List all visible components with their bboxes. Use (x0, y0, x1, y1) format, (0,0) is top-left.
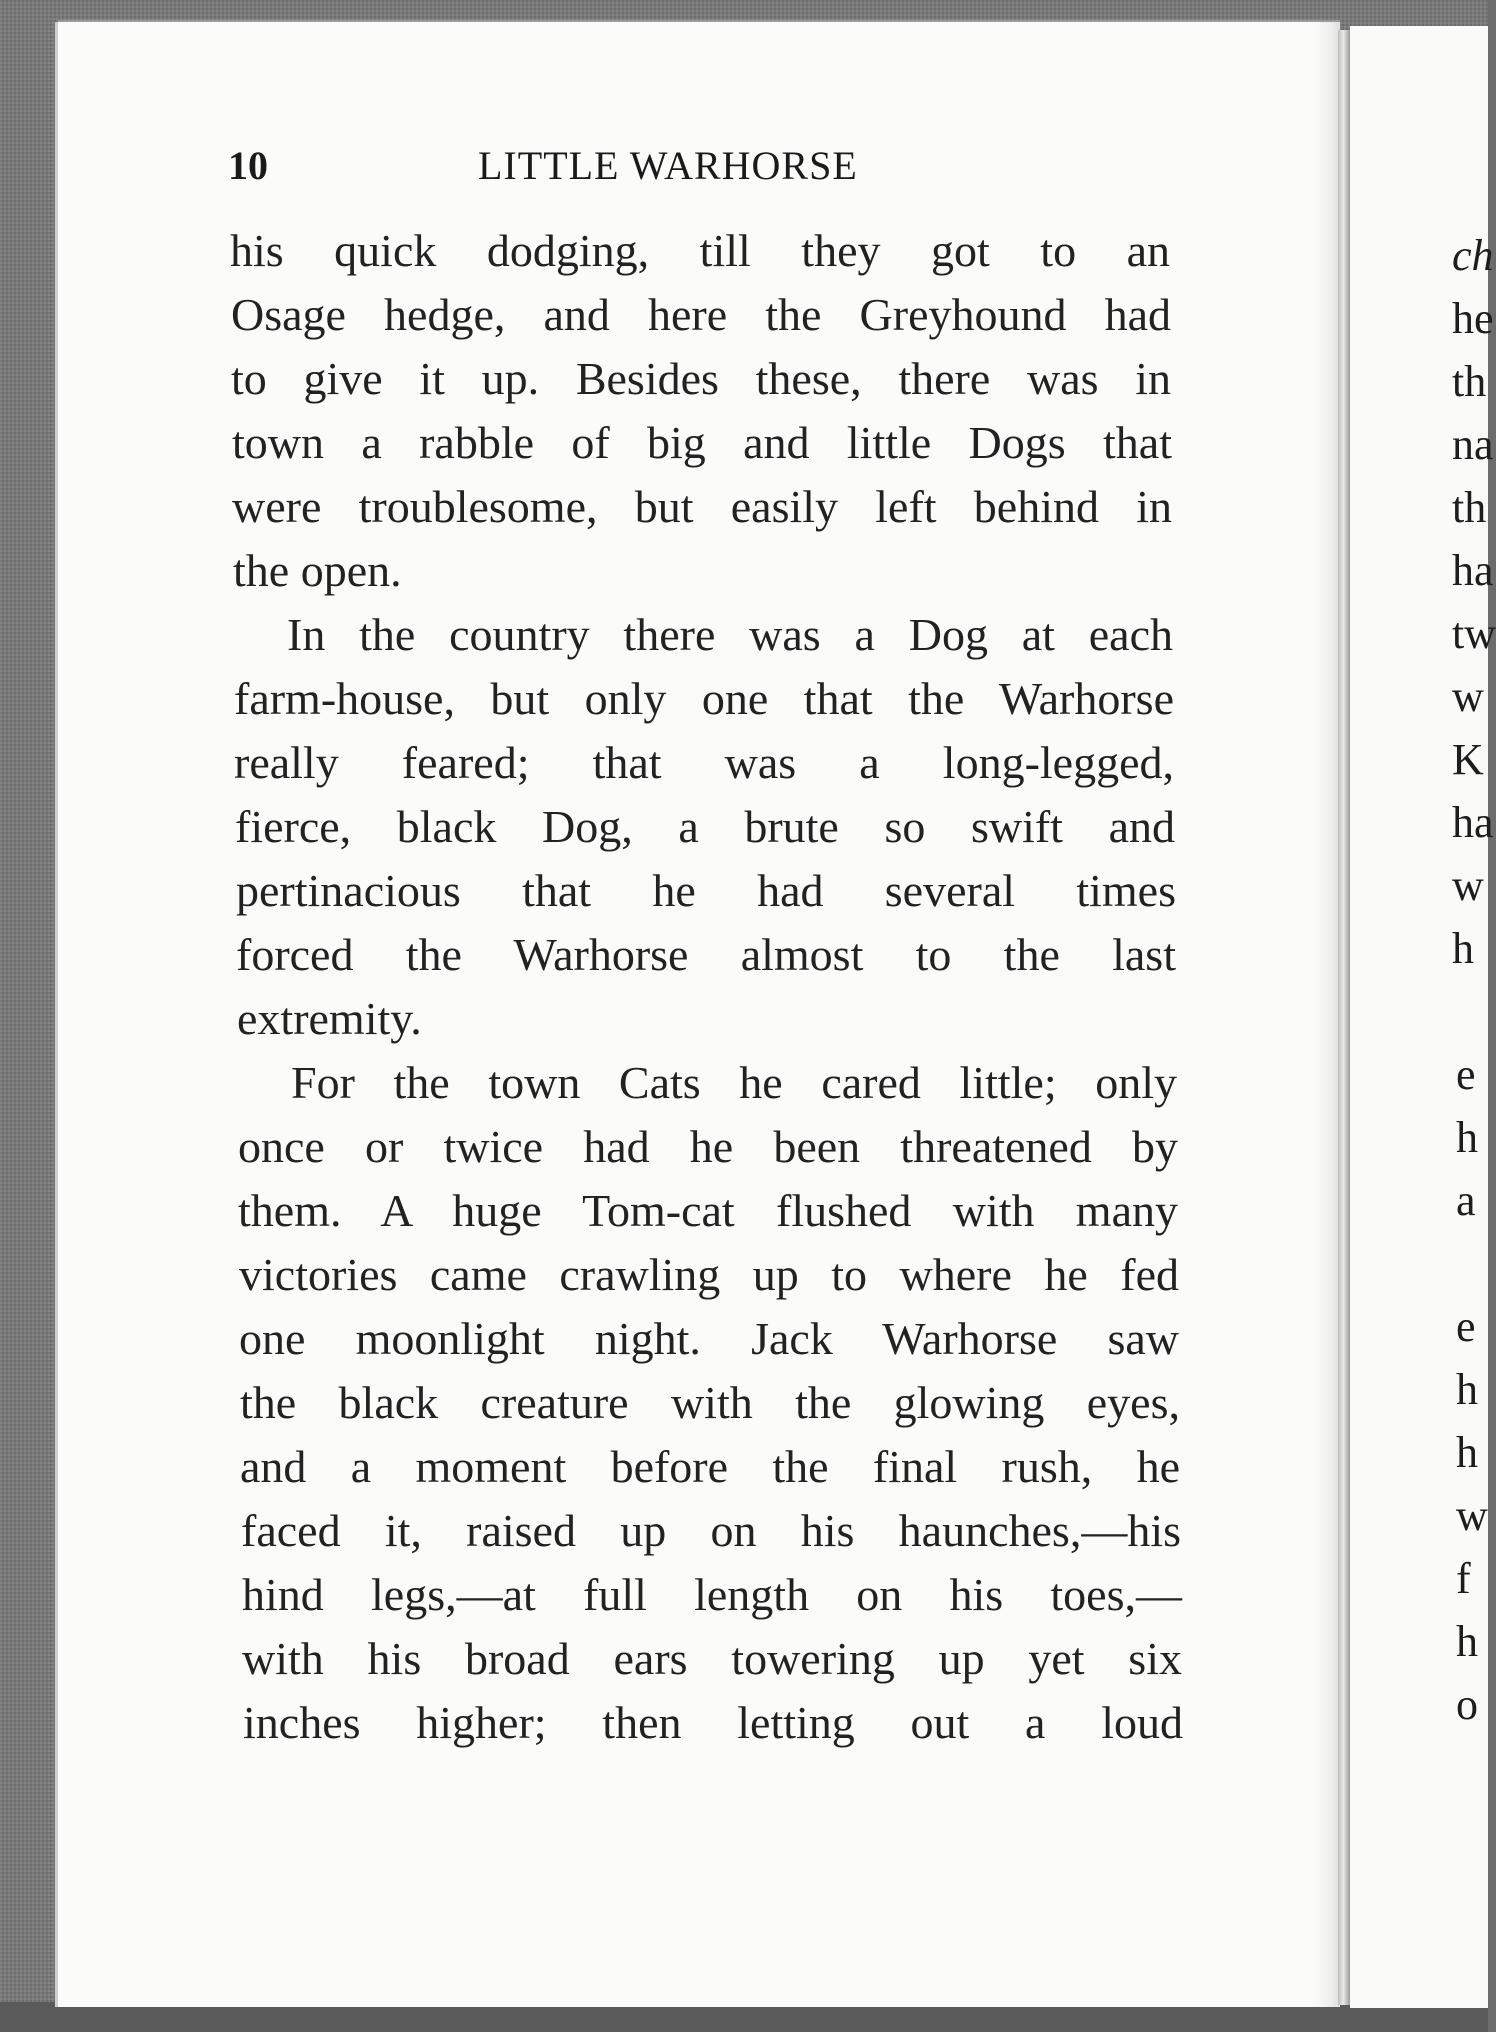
right-page-line-fragment: K (1452, 735, 1484, 784)
text-line: once or twice had he been threatened by (238, 1121, 1178, 1172)
right-page-line-fragment: w (1452, 861, 1484, 910)
right-page-line-fragment: h (1452, 924, 1474, 973)
text-line: farm-house, but only one that the Warhorse (234, 673, 1174, 724)
text-line: to give it up. Besides these, there was in (231, 353, 1171, 404)
text-line: them. A huge Tom-cat flushed with many (238, 1185, 1178, 1236)
right-page-line-fragment: th (1452, 357, 1487, 406)
text-line: faced it, raised up on his haunches,—his (241, 1505, 1181, 1556)
text-line: Osage hedge, and here the Greyhound had (231, 289, 1171, 340)
text-line: with his broad ears towering up yet six (242, 1633, 1182, 1684)
right-page-line-fragment: h (1456, 1365, 1478, 1414)
page-number: 10 (228, 143, 268, 188)
book-gutter (1338, 30, 1350, 2005)
text-line: were troublesome, but easily left behind in (232, 481, 1172, 532)
right-page-line-fragment: he (1452, 294, 1494, 343)
text-line: In the country there was a Dog at each (287, 609, 1173, 660)
running-title: LITTLE WARHORSE (478, 143, 858, 188)
right-page-line-fragment: f (1456, 1554, 1471, 1603)
text-line: inches higher; then letting out a loud (243, 1697, 1183, 1748)
text-line: pertinacious that he had several times (236, 865, 1176, 916)
right-page-line-fragment: na (1452, 420, 1494, 469)
right-page-line-fragment: ha (1452, 798, 1494, 847)
right-page-line-fragment: th (1452, 483, 1487, 532)
text-line: extremity. (237, 993, 422, 1044)
right-page-line-fragment: o (1456, 1680, 1478, 1729)
text-line: For the town Cats he cared little; only (291, 1057, 1177, 1108)
text-line: and a moment before the final rush, he (240, 1441, 1180, 1492)
right-page-line-fragment: h (1456, 1617, 1478, 1666)
right-page-line-fragment: w (1456, 1491, 1488, 1540)
text-line: town a rabble of big and little Dogs that (232, 417, 1172, 468)
right-page (1350, 26, 1496, 2008)
right-page-line-fragment: h (1456, 1113, 1478, 1162)
text-line: hind legs,—at full length on his toes,— (242, 1569, 1182, 1620)
right-page-line-fragment: w (1452, 672, 1484, 721)
text-line: fierce, black Dog, a brute so swift and (235, 801, 1175, 852)
right-page-line-fragment: e (1456, 1302, 1476, 1351)
text-line: his quick dodging, till they got to an (230, 225, 1170, 276)
right-page-line-fragment: tw (1452, 609, 1496, 658)
text-line: forced the Warhorse almost to the last (236, 929, 1176, 980)
right-page-line-fragment: ch (1452, 231, 1494, 280)
right-page-line-fragment: e (1456, 1050, 1476, 1099)
right-page-line-fragment: ha (1452, 546, 1494, 595)
text-line: one moonlight night. Jack Warhorse saw (239, 1313, 1179, 1364)
text-line: the open. (233, 545, 402, 596)
right-page-line-fragment: a (1456, 1176, 1476, 1225)
text-line: really feared; that was a long-legged, (234, 737, 1174, 788)
text-line: the black creature with the glowing eyes, (240, 1377, 1180, 1428)
right-page-line-fragment: h (1456, 1428, 1478, 1477)
text-line: victories came crawling up to where he fed (239, 1249, 1179, 1300)
